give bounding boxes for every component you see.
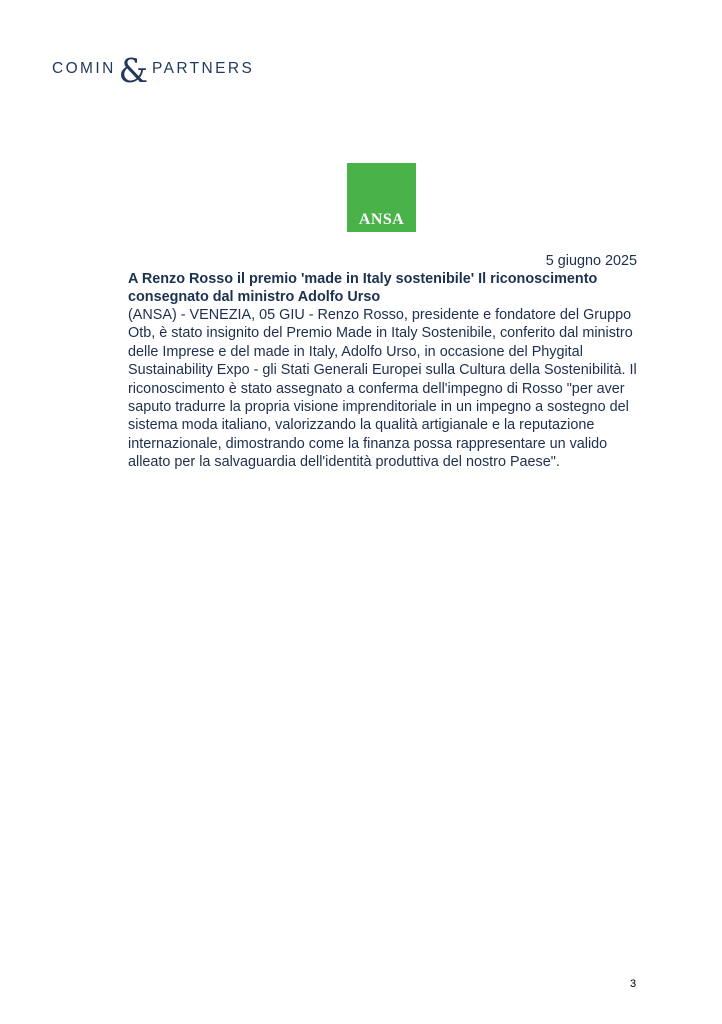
article (128, 252, 638, 472)
brand-name-right: PARTNERS (152, 60, 255, 78)
page-number: 3 (630, 978, 637, 990)
ansa-logo-text: ANSA (358, 211, 405, 228)
article-title: A Renzo Rosso il premio 'made in Italy sostenibile' Il riconoscimento consegnato dal ministro Adolfo Urso (128, 271, 598, 305)
brand-logo (52, 50, 255, 90)
brand-name-left: COMIN (52, 60, 116, 78)
brand-ampersand: & (118, 50, 149, 90)
article-body: (ANSA) - VENEZIA, 05 GIU - Renzo Rosso, presidente e fondatore del Gruppo Otb, è stato insignito del Premio Made in Italy Sostenibile, conferito dal ministro delle Imprese e del made in Italy, Adolfo Urso, in occasione del Phygital Sustainability Expo - gli Stati Generali Europei sulla Cultura della Sostenibilità. Il riconoscimento è stato assegnato a conferma dell'impegno di Rosso "per aver saputo tradurre la propria visione imprenditoriale in un impegno a sostegno del sistema moda italiano, valorizzando la qualità artigianale e la reputazione internazionale, dimostrando come la finanza possa rappresentare un valido alleato per la salvaguardia dell'identità produttiva del nostro Paese". (128, 307, 637, 471)
article-date: 5 giugno 2025 (545, 253, 637, 269)
ansa-logo (347, 163, 416, 232)
